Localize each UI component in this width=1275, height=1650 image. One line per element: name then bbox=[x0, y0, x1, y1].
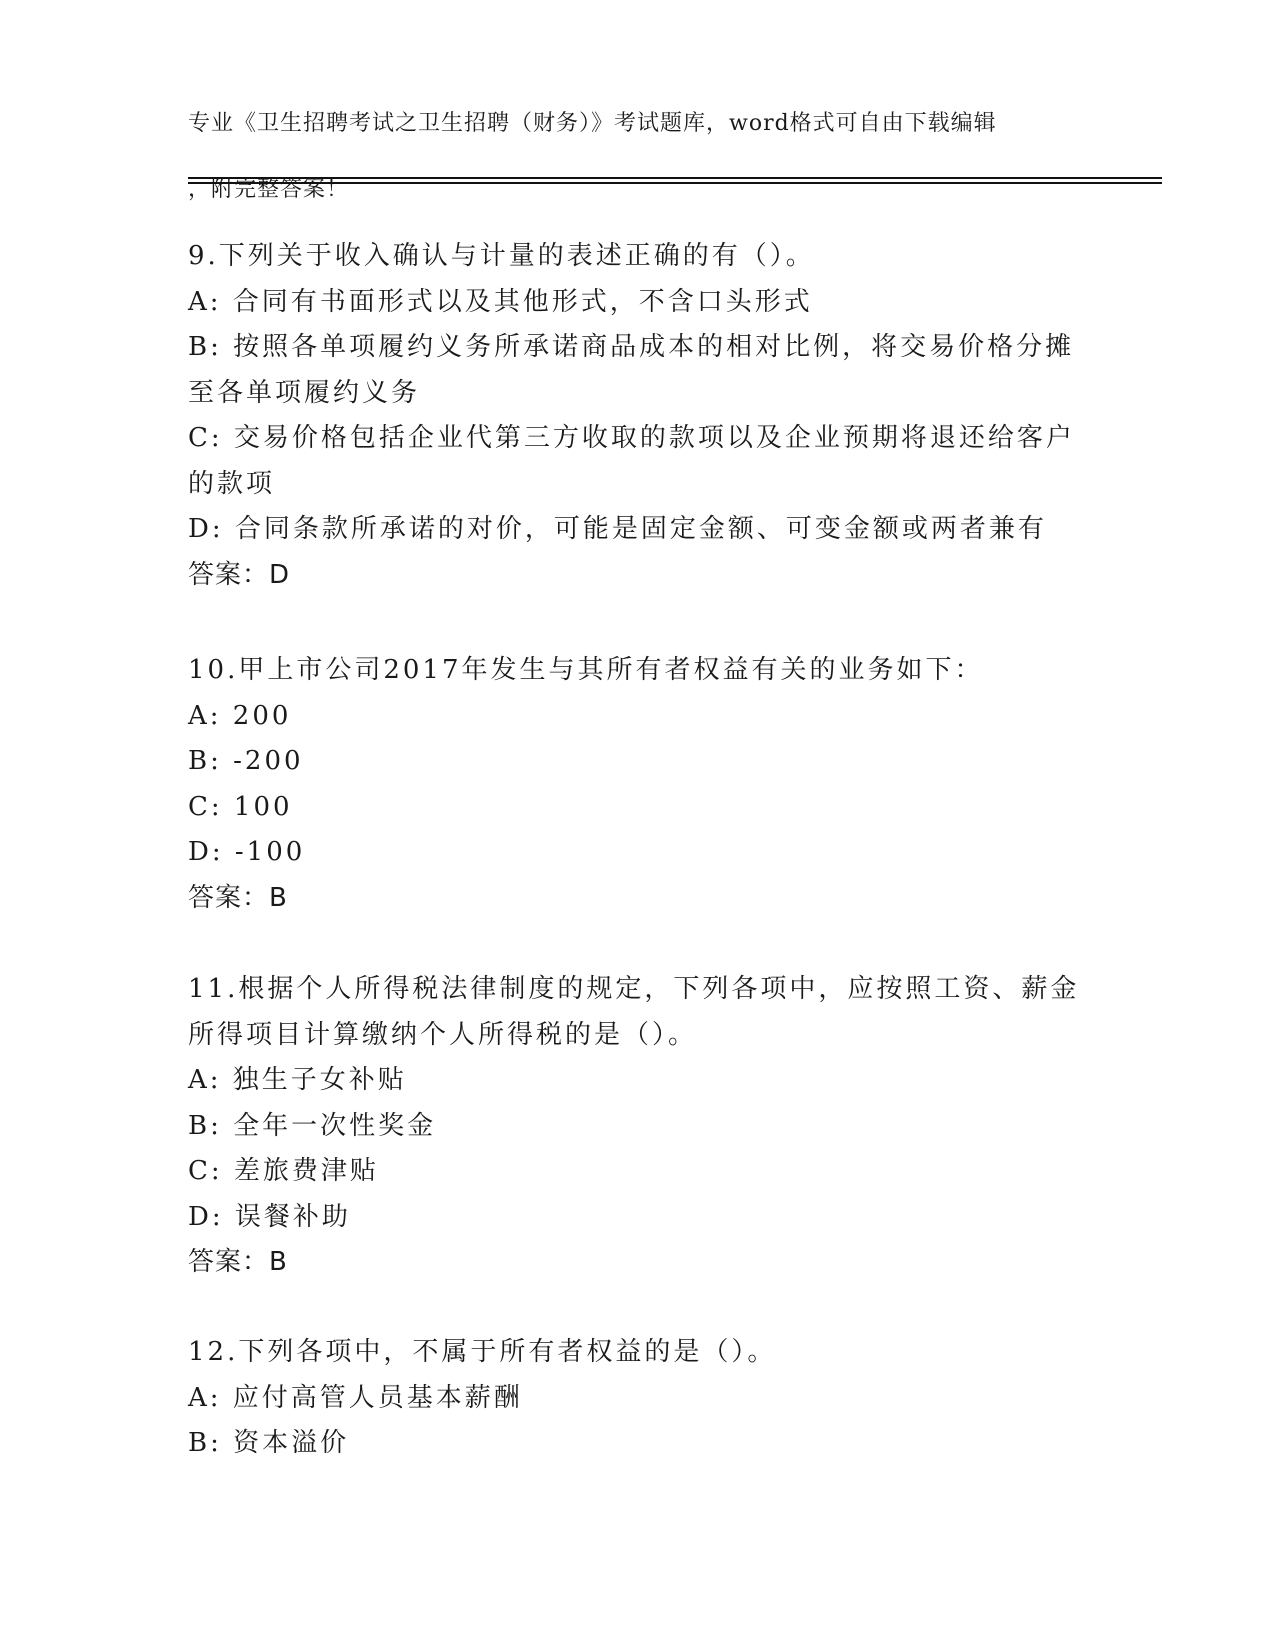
answer: 答案：B bbox=[188, 1247, 288, 1277]
document-header bbox=[188, 74, 1088, 239]
question-12 bbox=[188, 1330, 1088, 1467]
option-d: D: 误餐补助 bbox=[188, 1201, 351, 1232]
question-stem: 11.根据个人所得税法律制度的规定，下列各项中，应按照工资、薪金 bbox=[188, 974, 1080, 1004]
header-line-2: ，附完整答案！ bbox=[188, 177, 350, 202]
option-c: C: 100 bbox=[188, 791, 293, 822]
question-9 bbox=[188, 234, 1088, 598]
option-a: A: 200 bbox=[188, 700, 292, 731]
header-divider-top bbox=[188, 177, 1162, 179]
option-a: A: 独生子女补贴 bbox=[188, 1065, 407, 1095]
option-a: A: 应付高管人员基本薪酬 bbox=[188, 1382, 523, 1413]
option-b: B: 全年一次性奖金 bbox=[188, 1110, 437, 1141]
option-b: B: -200 bbox=[188, 746, 304, 776]
option-c: C: 交易价格包括企业代第三方收取的款项以及企业预期将退还给客户 bbox=[188, 423, 1075, 453]
question-10 bbox=[188, 648, 1088, 921]
answer: 答案：D bbox=[188, 559, 291, 590]
option-b: B: 按照各单项履约义务所承诺商品成本的相对比例，将交易价格分摊 bbox=[188, 332, 1075, 362]
question-stem: 10.甲上市公司2017年发生与其所有者权益有关的业务如下： bbox=[188, 655, 984, 685]
question-stem: 12.下列各项中，不属于所有者权益的是（）。 bbox=[188, 1337, 777, 1367]
answer: 答案：B bbox=[188, 882, 288, 913]
question-stem-continued: 所得项目计算缴纳个人所得税的是（）。 bbox=[188, 1019, 698, 1050]
option-a: A: 合同有书面形式以及其他形式，不含口头形式 bbox=[188, 286, 813, 317]
option-c: C: 差旅费津贴 bbox=[188, 1156, 379, 1186]
header-divider-bottom bbox=[188, 182, 1162, 184]
header-line-1: 专业《卫生招聘考试之卫生招聘（财务）》考试题库，word格式可自由下载编辑 bbox=[188, 111, 997, 136]
option-b: B: 资本溢价 bbox=[188, 1428, 350, 1458]
option-d: D: -100 bbox=[188, 837, 306, 867]
question-stem: 9.下列关于收入确认与计量的表述正确的有（）。 bbox=[188, 241, 815, 271]
option-d: D: 合同条款所承诺的对价，可能是固定金额、可变金额或两者兼有 bbox=[188, 514, 1047, 544]
option-c-continued: 的款项 bbox=[188, 468, 276, 499]
option-b-continued: 至各单项履约义务 bbox=[188, 377, 421, 408]
question-11 bbox=[188, 967, 1088, 1286]
